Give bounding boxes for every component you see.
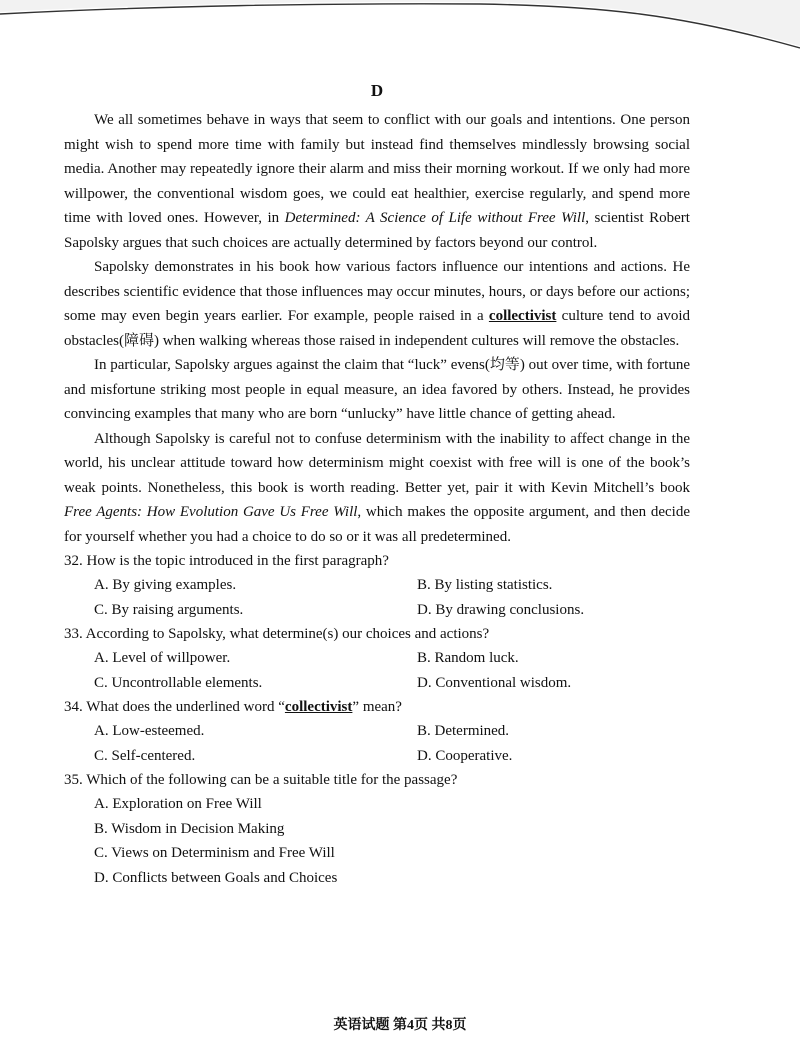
question-34-options [64, 719, 690, 768]
question-32-options [64, 573, 690, 622]
option-c[interactable]: C. Uncontrollable elements. [94, 674, 263, 691]
exam-page [64, 80, 690, 890]
option-b[interactable]: B. By listing statistics. [417, 577, 553, 593]
page-footer: 英语试题 第4页 共8页 [333, 1018, 467, 1033]
question-33-stem: 33. According to Sapolsky, what determine(s) our choices and actions? [64, 626, 490, 642]
paragraph-3: In particular, Sapolsky argues against the claim that “luck” evens(均等) out over time, with fortune and misfortune striking most people in equal measure, an idea favored by others. Instead, he provides convincing examples that many who are born “unlucky” have little chance of getting ahead. [64, 357, 690, 422]
option-b[interactable]: B. Wisdom in Decision Making [94, 820, 285, 837]
underlined-word: collectivist [488, 308, 557, 324]
question-35-stem: 35. Which of the following can be a suitable title for the passage? [64, 772, 458, 788]
paragraph-4: Although Sapolsky is careful not to confuse determinism with the inability to affect change in the world, his unclear attitude toward how determinism might coexist with free will is one of the book’s weak points. Nonetheless, this book is worth reading. Better yet, pair it with Kevin Mitchell’s book Free Agents: How Evolution Gave Us Free Will, which makes the opposite argument, and then decide for yourself whether you had a choice to do so or it was all predetermined. [64, 430, 690, 545]
option-b[interactable]: B. Random luck. [417, 650, 519, 666]
question-34-stem: 34. What does the underlined word “collectivist” mean? [64, 699, 402, 715]
book-title-free-agents: Free Agents: How Evolution Gave Us Free Will [64, 504, 358, 520]
option-c[interactable]: C. By raising arguments. [94, 601, 244, 618]
option-d[interactable]: D. Conflicts between Goals and Choices [94, 869, 338, 886]
question-35-options [64, 792, 690, 890]
option-d[interactable]: D. By drawing conclusions. [417, 601, 585, 618]
option-a[interactable]: A. By giving examples. [94, 577, 237, 593]
option-d[interactable]: D. Cooperative. [417, 747, 513, 764]
paragraph-2: Sapolsky demonstrates in his book how various factors influence our intentions and actions. He describes scientific evidence that those influences may occur minutes, hours, or days before our actions; some may even begin years earlier. For example, people raised in a collectivist culture tend to avoid obstacles(障碍) when walking whereas those raised in independent cultures will remove the obstacles. [64, 259, 690, 349]
option-c[interactable]: C. Self-centered. [94, 747, 196, 764]
book-title-determined: Determined: A Science of Life without Free Will [284, 210, 586, 226]
option-a[interactable]: A. Level of willpower. [94, 650, 231, 666]
paragraph-1: We all sometimes behave in ways that seem to conflict with our goals and intentions. One person might wish to spend more time with family but instead find themselves mindlessly browsing social media. Another may repeatedly ignore their alarm and miss their morning workout. If we only had more willpower, the conventional wisdom goes, we could eat healthier, exercise regularly, and spend more time with loved ones. However, in Determined: A Science of Life without Free Will, scientist Robert Sapolsky argues that such choices are actually determined by factors beyond our control. [64, 112, 690, 251]
section-title: D [370, 81, 384, 100]
question-32-stem: 32. How is the topic introduced in the first paragraph? [64, 553, 389, 569]
underlined-word-ref: collectivist [284, 699, 353, 715]
option-a[interactable]: A. Low-esteemed. [94, 723, 205, 739]
option-c[interactable]: C. Views on Determinism and Free Will [94, 845, 335, 861]
option-b[interactable]: B. Determined. [417, 723, 510, 739]
option-d[interactable]: D. Conventional wisdom. [417, 674, 572, 691]
option-a[interactable]: A. Exploration on Free Will [94, 796, 262, 812]
page-fold-edge [0, 0, 800, 60]
question-33-options [64, 646, 690, 695]
